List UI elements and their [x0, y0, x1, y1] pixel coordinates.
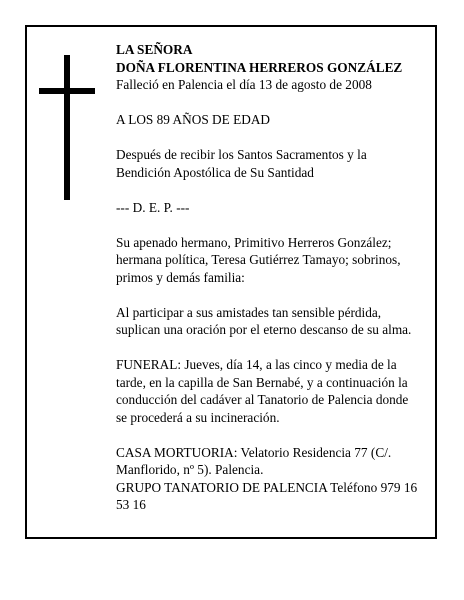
cross-horizontal-bar [39, 88, 95, 94]
deceased-name: DOÑA FLORENTINA HERREROS GONZÁLEZ [116, 59, 403, 75]
obituary-notice [25, 25, 437, 539]
age-line: A LOS 89 AÑOS DE EDAD [116, 112, 271, 127]
grupo-tanatorio-line: GRUPO TANATORIO DE PALENCIA Teléfono 979 16 53 16 [116, 479, 418, 512]
request-paragraph: Al participar a sus amistades tan sensible pérdida, suplican una oración por el eterno descanso de su alma. [116, 304, 412, 337]
cross-vertical-bar [64, 55, 70, 200]
notice-text [116, 41, 422, 514]
family-paragraph: Su apenado hermano, Primitivo Herreros González; hermana política, Teresa Gutiérrez Tamayo; sobrinos, primos y demás familia: [116, 234, 401, 285]
cross-icon [39, 55, 95, 200]
death-notice: Falleció en Palencia el día 13 de agosto de 2008 [116, 77, 372, 92]
rip-line: --- D. E. P. --- [116, 199, 190, 215]
honorific: LA SEÑORA [116, 42, 193, 57]
funeral-paragraph: FUNERAL: Jueves, día 14, a las cinco y media de la tarde, en la capilla de San Bernabé, y a continuación la conducción del cadáver al Tanatorio de Palencia donde se procederá a su incineración. [116, 357, 409, 425]
sacraments-line: Después de recibir los Santos Sacramentos y la Bendición Apostólica de Su Santidad [116, 147, 367, 180]
casa-mortuoria-line: CASA MORTUORIA: Velatorio Residencia 77 (C/. Manflorido, nº 5). Palencia. [116, 444, 392, 477]
